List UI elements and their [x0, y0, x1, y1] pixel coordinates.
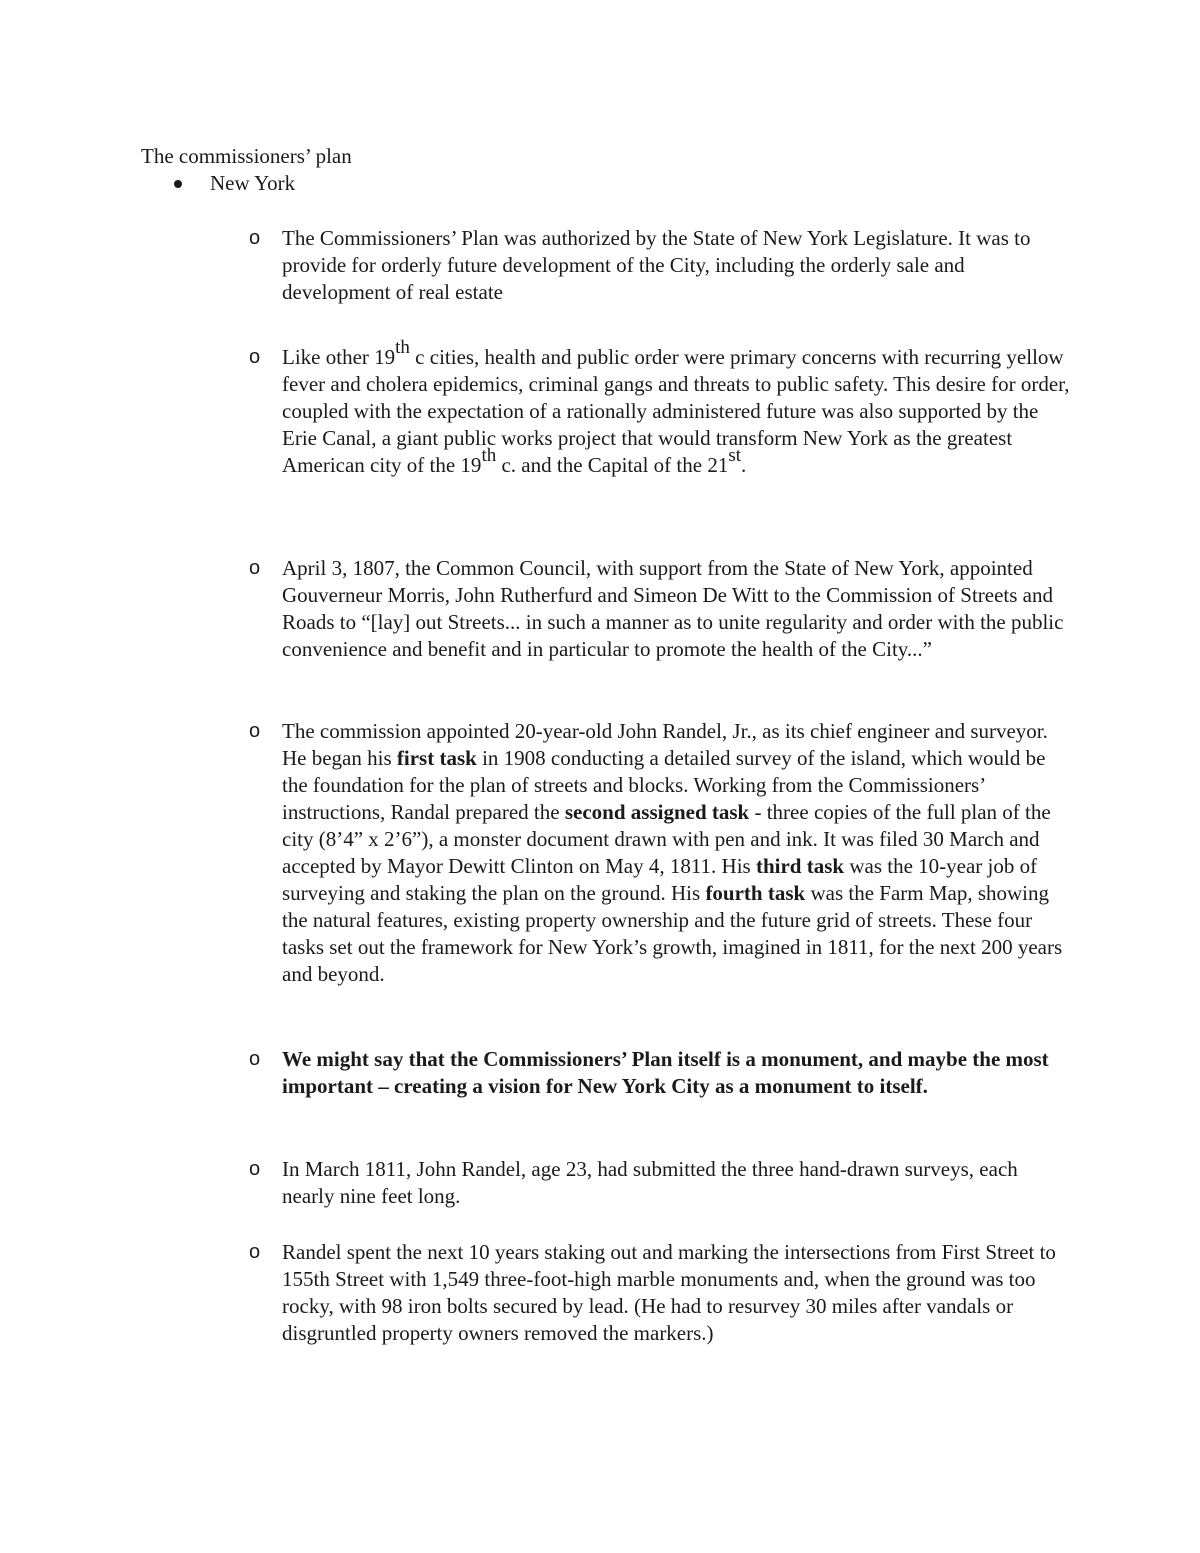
- list-item-text: Randel spent the next 10 years staking out and marking the intersections from First Street to 155th Street with 1,549 three-foot-high marble monuments and, when the ground was too rocky, with 98 iron bolts secured by lead. (He had to resurvey 30 miles after vandals or disgruntled property owners removed the markers.): [282, 1240, 1056, 1345]
- bold-first-task: first task: [396, 746, 477, 770]
- list-item-text: Like other 19th c cities, health and public order were primary concerns with recurring yellow fever and cholera epidemics, criminal gangs and threats to public safety. This desire for order, coupled with the expectation of a rationally administered future was also supported by the Erie Canal, a giant public works project that would transform New York as the greatest American city of the 19th c. and the Capital of the 21st.: [282, 337, 1070, 477]
- list-marker-icon: o: [249, 346, 261, 368]
- list-item-text: In March 1811, John Randel, age 23, had submitted the three hand-drawn surveys, each nearly nine feet long.: [282, 1157, 1018, 1208]
- bullet-dot-icon: [174, 180, 182, 188]
- list-marker-icon: o: [249, 1048, 261, 1070]
- list-marker-icon: o: [249, 1241, 261, 1263]
- list-item-text-bold: We might say that the Commissioners’ Plan itself is a monument, and maybe the most important – creating a vision for New York City as a monument to itself.: [282, 1047, 1049, 1098]
- bold-fourth-task: fourth task: [705, 881, 806, 905]
- list-item-text: The commission appointed 20-year-old John Randel, Jr., as its chief engineer and surveyor. He began his first task in 1908 conducting a detailed survey of the island, which would be the foundation for the plan of streets and blocks. Working from the Commissioners’ instructions, Randal prepared the second assigned task - three copies of the full plan of the city (8’4” x 2’6”), a monster document drawn with pen and ink. It was filed 30 March and accepted by Mayor Dewitt Clinton on May 4, 1811. His third task was the 10-year job of surveying and staking the plan on the ground. His fourth task was the Farm Map, showing the natural features, existing property ownership and the future grid of streets. These four tasks set out the framework for New York’s growth, imagined in 1811, for the next 200 years and beyond.: [282, 719, 1063, 986]
- bold-second-task: second assigned task: [564, 800, 750, 824]
- list-marker-icon: o: [249, 1158, 261, 1180]
- list-marker-icon: o: [249, 720, 261, 742]
- bullet-label: New York: [210, 171, 296, 195]
- list-marker-icon: o: [249, 227, 261, 249]
- document-title: The commissioners’ plan: [141, 144, 352, 168]
- bold-third-task: third task: [755, 854, 845, 878]
- list-item-text: The Commissioners’ Plan was authorized by the State of New York Legislature. It was to provide for orderly future development of the City, including the orderly sale and development of real estate: [282, 226, 1031, 304]
- list-item-text: April 3, 1807, the Common Council, with support from the State of New York, appointed Gouverneur Morris, John Rutherfurd and Simeon De Witt to the Commission of Streets and Roads to “[lay] out Streets... in such a manner as to unite regularity and order with the public convenience and benefit and in particular to promote the health of the City...”: [282, 556, 1064, 661]
- list-marker-icon: o: [249, 557, 261, 579]
